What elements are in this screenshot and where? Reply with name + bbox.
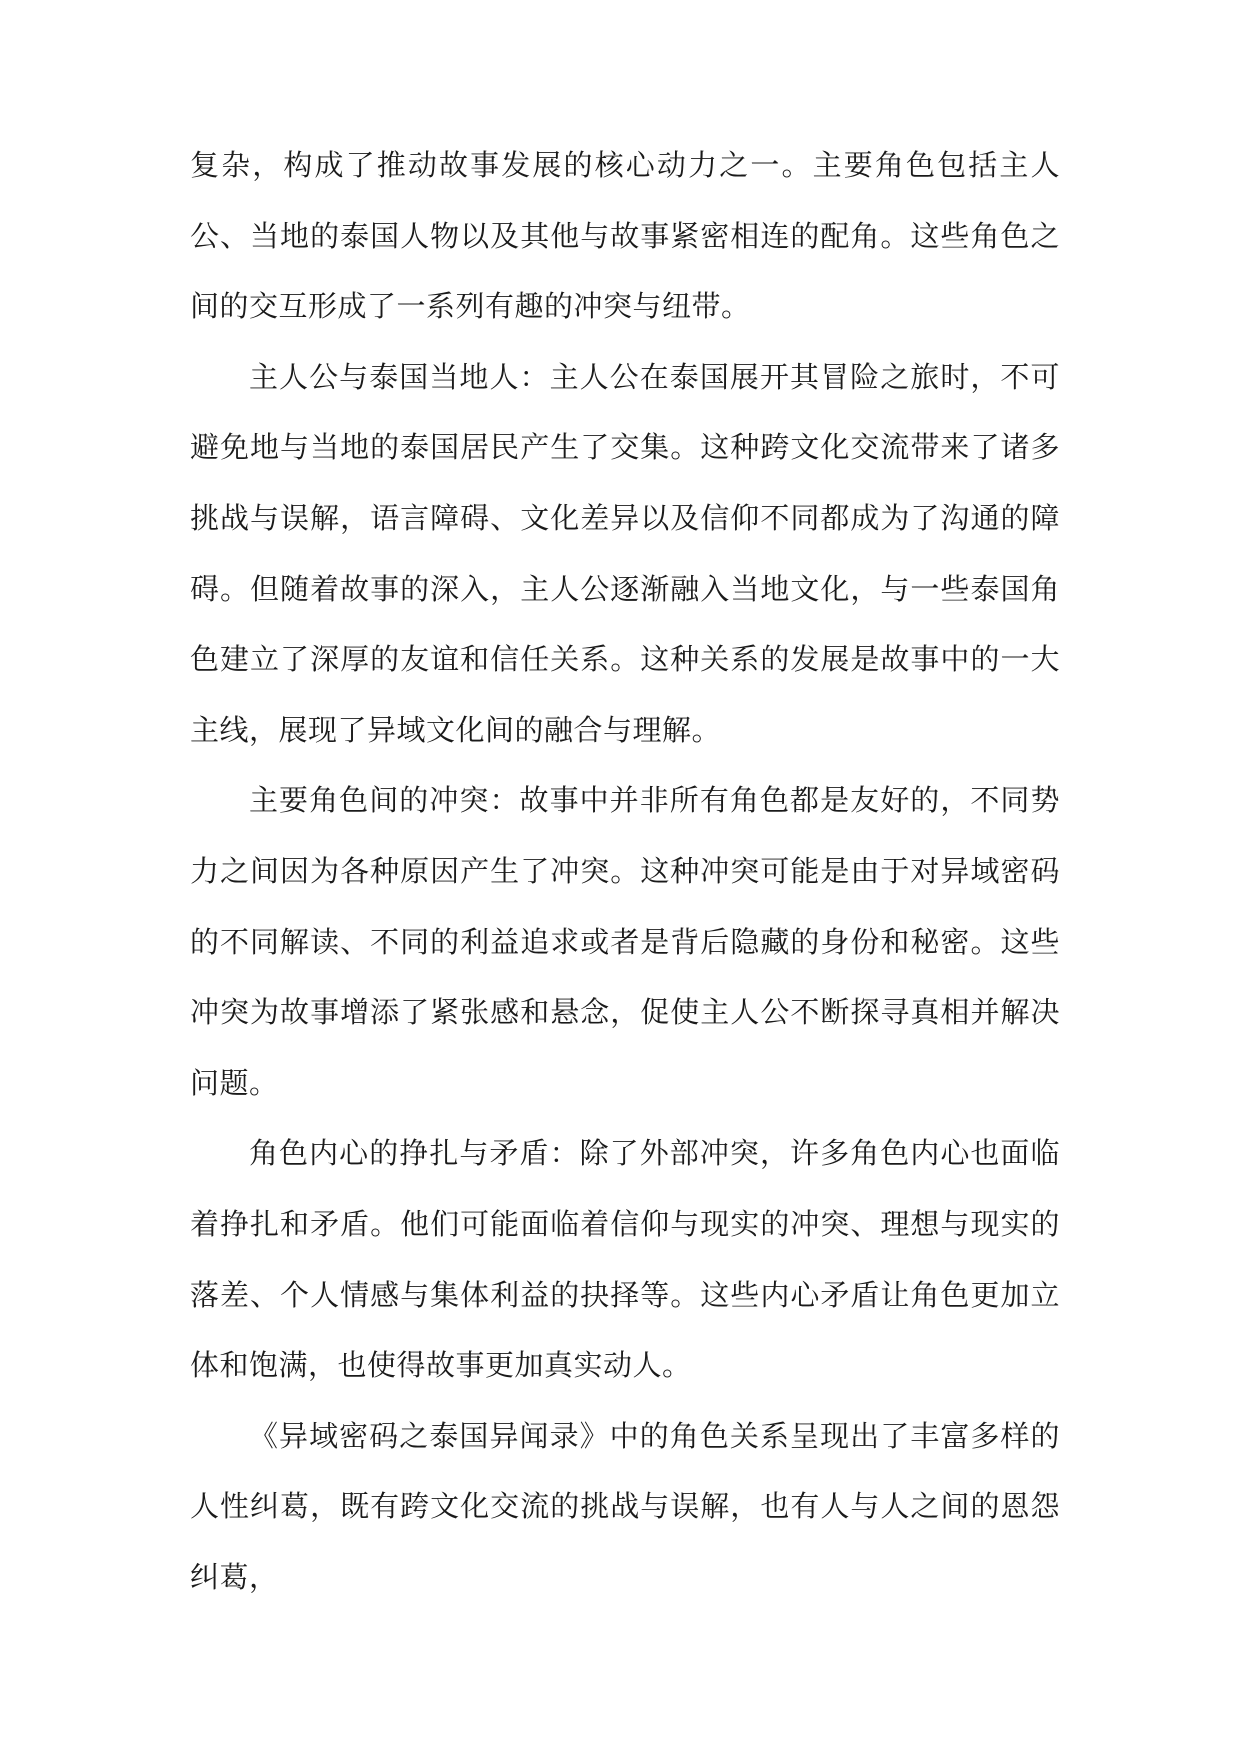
paragraph-summary: 《异域密码之泰国异闻录》中的角色关系呈现出了丰富多样的人性纠葛，既有跨文化交流的挑战与误解，也有人与人之间的恩怨纠葛， <box>190 1418 1060 1594</box>
paragraph-continuation: 复杂，构成了推动故事发展的核心动力之一。主要角色包括主人公、当地的泰国人物以及其他与故事紧密相连的配角。这些角色之间的交互形成了一系列有趣的冲突与纽带。 <box>190 148 1060 324</box>
paragraph-protagonist-and-locals: 主人公与泰国当地人：主人公在泰国展开其冒险之旅时，不可避免地与当地的泰国居民产生了交集。这种跨文化交流带来了诸多挑战与误解，语言障碍、文化差异以及信仰不同都成为了沟通的障碍。但随着故事的深入，主人公逐渐融入当地文化，与一些泰国角色建立了深厚的友谊和信任关系。这种关系的发展是故事中的一大主线，展现了异域文化间的融合与理解。 <box>190 359 1060 747</box>
document-body <box>190 130 1060 1612</box>
paragraph-character-conflicts: 主要角色间的冲突：故事中并非所有角色都是友好的，不同势力之间因为各种原因产生了冲突。这种冲突可能是由于对异域密码的不同解读、不同的利益追求或者是背后隐藏的身份和秘密。这些冲突为故事增添了紧张感和悬念，促使主人公不断探寻真相并解决问题。 <box>190 783 1060 1100</box>
paragraph-inner-struggles: 角色内心的挣扎与矛盾：除了外部冲突，许多角色内心也面临着挣扎和矛盾。他们可能面临着信仰与现实的冲突、理想与现实的落差、个人情感与集体利益的抉择等。这些内心矛盾让角色更加立体和饱满，也使得故事更加真实动人。 <box>190 1136 1060 1383</box>
